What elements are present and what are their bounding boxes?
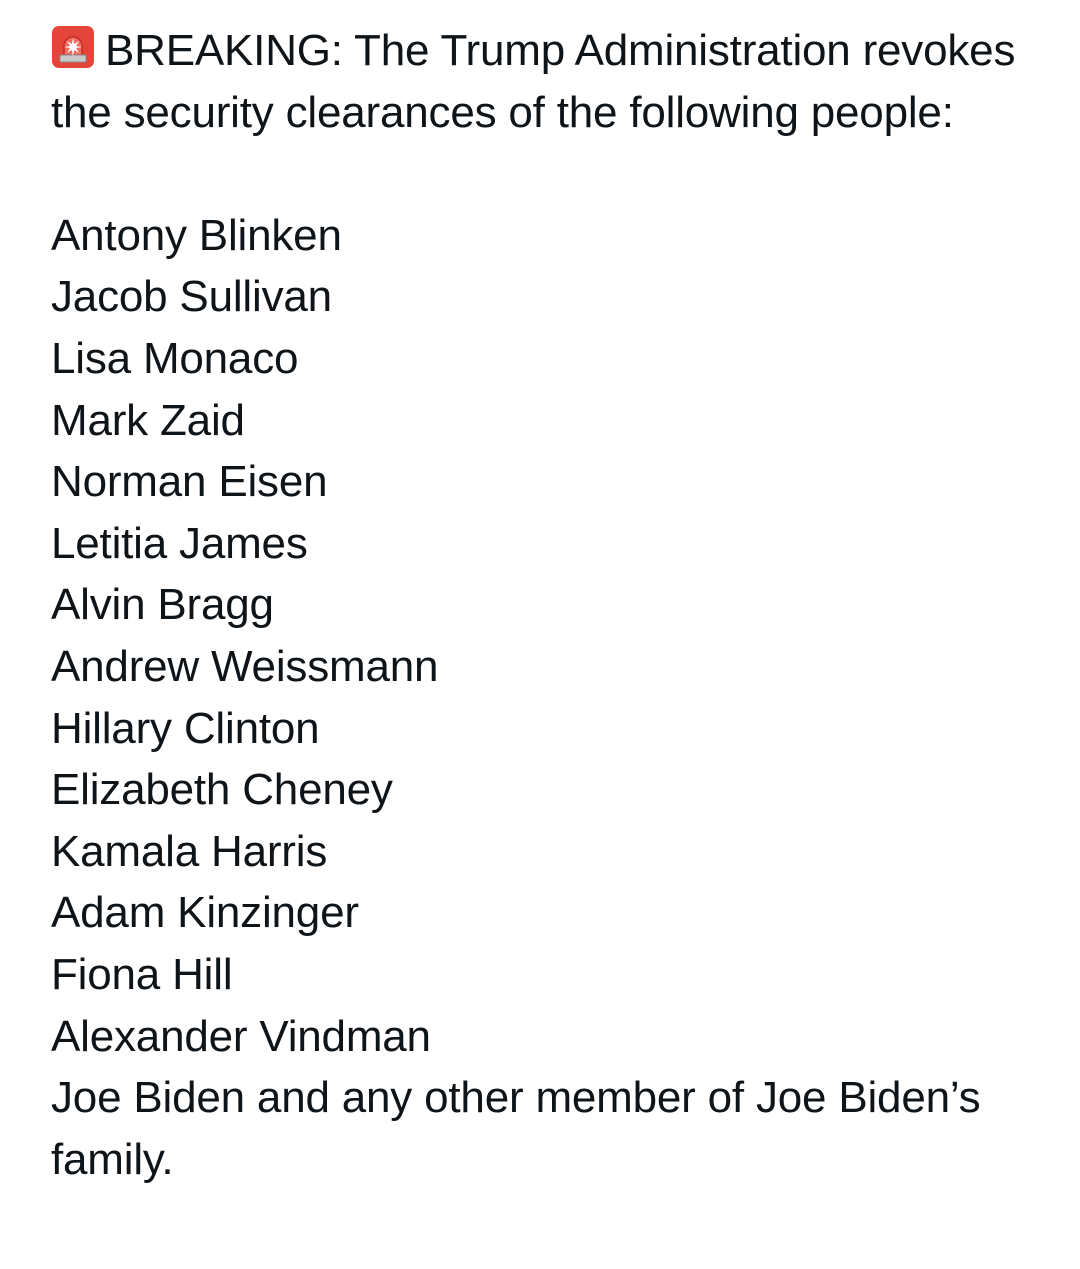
list-item: Kamala Harris — [51, 826, 328, 876]
list-item: Antony Blinken — [51, 210, 342, 260]
list-item: Elizabeth Cheney — [51, 765, 393, 815]
list-item: Norman Eisen — [51, 457, 328, 507]
list-item: Jacob Sullivan — [51, 272, 332, 322]
list-item: Joe Biden and any other member of Joe Biden’s family. — [51, 1073, 981, 1184]
list-item: Adam Kinzinger — [51, 888, 359, 938]
headline-text: BREAKING: The Trump Administration revokes the security clearances of the following people: — [51, 26, 1016, 137]
post-text — [51, 20, 1041, 1190]
siren-emoji-icon — [51, 24, 95, 68]
list-item: Andrew Weissmann — [51, 641, 439, 691]
list-item: Hillary Clinton — [51, 703, 320, 753]
list-item: Mark Zaid — [51, 395, 245, 445]
list-item: Alexander Vindman — [51, 1011, 431, 1061]
list-item: Letitia James — [51, 518, 308, 568]
list-item: Alvin Bragg — [51, 580, 274, 630]
name-list — [51, 205, 1041, 1191]
list-item: Lisa Monaco — [51, 333, 299, 383]
headline — [51, 20, 1041, 143]
blank-line — [51, 143, 1041, 205]
list-item: Fiona Hill — [51, 949, 233, 999]
